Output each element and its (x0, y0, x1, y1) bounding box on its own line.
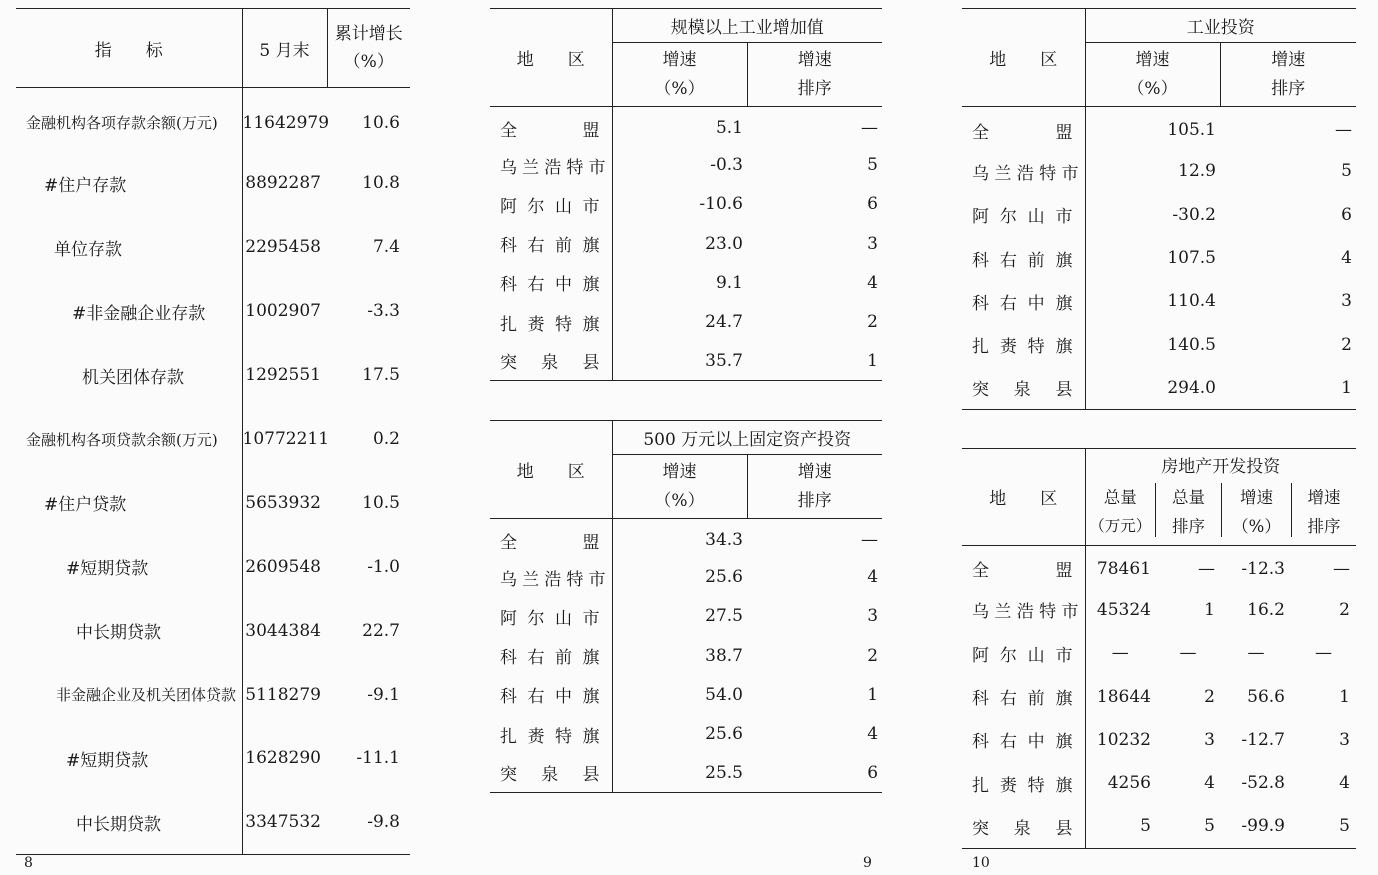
growth-value: -9.8 (367, 812, 400, 833)
growth-value: 107.5 (1085, 236, 1220, 279)
may-end-value: 2295458 (242, 215, 327, 279)
region-name: 乌兰浩特市 (972, 602, 1079, 623)
total-value: 18644 (1085, 675, 1155, 718)
growth-rank-value: 2 (1339, 599, 1350, 620)
rank-value: 6 (1341, 204, 1352, 225)
growth-value: -0.3 (612, 146, 747, 185)
header-may-end: 5 月末 (242, 9, 327, 88)
header-inner (1155, 483, 1221, 537)
growth-value: 12.9 (1085, 150, 1220, 193)
table-row (16, 663, 410, 727)
table-row (490, 519, 882, 558)
total-rank-value: 3 (1204, 729, 1215, 750)
region-name: 全盟 (500, 120, 600, 141)
total-rank-value: — (1179, 643, 1197, 664)
header-line1: 总量 (1103, 487, 1137, 507)
growth-value: 25.5 (612, 754, 747, 793)
page-8 (0, 0, 430, 875)
table-row (962, 632, 1356, 675)
growth-value: 5.1 (612, 107, 747, 146)
growth-value: 7.4 (372, 237, 400, 258)
may-end-value: 1292551 (242, 343, 327, 407)
region-name: 突泉县 (972, 380, 1073, 401)
financial-deposits-loans-table (16, 8, 410, 855)
header-rank-line1: 增速 (797, 461, 832, 482)
header-line2: （%） (1232, 516, 1281, 536)
region-name: 扎赉特旗 (972, 775, 1073, 796)
fixed-asset-investment-table (490, 420, 882, 793)
total-value: 5 (1085, 805, 1155, 848)
may-end-value: 2609548 (242, 535, 327, 599)
region-name: 乌兰浩特市 (500, 569, 606, 590)
total-value: 10232 (1085, 718, 1155, 761)
header-group: 规模以上工业增加值 (612, 9, 882, 43)
may-end-value: 8892287 (242, 152, 327, 216)
region-name: 扎赉特旗 (500, 314, 600, 335)
total-rank-value: 2 (1204, 686, 1215, 707)
header-col-3 (1291, 481, 1356, 546)
header-col-2 (1221, 481, 1291, 546)
header-col-1 (1155, 481, 1221, 546)
indicator-name: #住户贷款 (44, 495, 127, 516)
growth-value: -30.2 (1085, 193, 1220, 236)
region-name: 科右前旗 (500, 648, 600, 669)
region-name: 科右中旗 (972, 732, 1073, 753)
header-line1: 增速 (1240, 487, 1273, 507)
table-row (962, 761, 1356, 804)
table-row (490, 675, 882, 714)
rank-value: 5 (867, 155, 878, 176)
may-end-value: 3044384 (242, 599, 327, 663)
header-inner (1291, 483, 1356, 537)
growth-value: 23.0 (612, 224, 747, 263)
table-row (490, 754, 882, 793)
rank-value: 1 (1341, 377, 1352, 398)
table-row (16, 727, 410, 791)
growth-rank-value: 4 (1339, 773, 1350, 794)
page-10 (940, 0, 1378, 875)
growth-value: 34.3 (612, 519, 747, 558)
header-growth-line1: 增速 (662, 49, 697, 70)
may-end-value: 10772211 (242, 407, 327, 471)
rank-value: — (861, 530, 879, 551)
may-end-value: 3347532 (242, 790, 327, 854)
table-row (490, 185, 882, 224)
header-rank (1220, 43, 1356, 107)
total-value: — (1085, 632, 1155, 675)
header-group: 房地产开发投资 (1085, 449, 1356, 481)
total-rank-value: 5 (1204, 816, 1215, 837)
growth-value: 27.5 (612, 597, 747, 636)
table-row (962, 718, 1356, 761)
region-name: 全盟 (500, 532, 600, 553)
header-line2: 排序 (1307, 516, 1341, 536)
table-row (490, 636, 882, 675)
indicator-name: #短期贷款 (66, 750, 149, 771)
region-name: 阿尔山市 (972, 645, 1073, 666)
growth-value: 10.6 (362, 112, 400, 133)
growth-value: 54.0 (612, 675, 747, 714)
rank-value: 1 (867, 684, 879, 705)
header-line1: 总量 (1172, 487, 1205, 507)
growth-value: 35.7 (612, 342, 747, 381)
growth-rank-value: 5 (1339, 816, 1350, 837)
rank-value: 4 (867, 272, 878, 293)
growth-value: -3.3 (367, 301, 400, 322)
growth-value: -9.1 (367, 684, 400, 705)
table-row (490, 224, 882, 263)
growth-value: -1.0 (367, 556, 400, 577)
rank-value: — (1335, 120, 1352, 141)
rank-value: 3 (1341, 291, 1352, 312)
table-row (490, 597, 882, 636)
table-row (962, 588, 1356, 631)
growth-value: 110.4 (1085, 280, 1220, 323)
indicator-name: #非金融企业存款 (72, 303, 206, 324)
header-group: 工业投资 (1085, 9, 1356, 43)
table-row (16, 599, 410, 663)
region-name: 乌兰浩特市 (972, 163, 1079, 184)
header-region: 地 区 (490, 421, 612, 519)
indicator-name: 金融机构各项贷款余额(万元) (26, 430, 218, 449)
header-line2: （万元） (1089, 516, 1152, 535)
indicator-name: #短期贷款 (66, 559, 149, 580)
region-name: 科右前旗 (972, 689, 1073, 710)
region-name: 科右前旗 (972, 250, 1073, 271)
header-rank-line1: 增速 (797, 49, 832, 70)
rank-value: — (861, 118, 878, 139)
indicator-name: #住户存款 (44, 175, 127, 196)
may-end-value: 5653932 (242, 471, 327, 535)
growth-value: 17.5 (362, 365, 400, 386)
region-name: 科右中旗 (972, 293, 1073, 314)
growth-value: 56.6 (1247, 686, 1285, 707)
total-rank-value: 4 (1204, 773, 1215, 794)
growth-value: -12.7 (1241, 729, 1285, 750)
rank-value: 3 (867, 606, 879, 627)
rank-value: 4 (867, 567, 879, 588)
real-estate-investment-table (962, 448, 1356, 849)
table-row (962, 545, 1356, 588)
total-value: 45324 (1085, 588, 1155, 631)
table-row (962, 805, 1356, 848)
header-cumulative-growth (327, 9, 410, 88)
growth-value: -99.9 (1241, 816, 1285, 837)
total-rank-value: — (1198, 558, 1215, 579)
growth-value: -12.3 (1241, 558, 1285, 579)
region-name: 突泉县 (500, 353, 600, 374)
growth-rank-value: 1 (1339, 686, 1350, 707)
growth-value: 140.5 (1085, 323, 1220, 366)
rank-value: 2 (867, 312, 878, 333)
table-row (16, 279, 410, 343)
indicator-name: 金融机构各项存款余额(万元) (26, 114, 218, 133)
header-group: 500 万元以上固定资产投资 (612, 421, 882, 455)
header-region: 地 区 (962, 9, 1085, 107)
may-end-value: 5118279 (242, 663, 327, 727)
region-name: 扎赉特旗 (972, 337, 1073, 358)
region-name: 全盟 (972, 561, 1073, 582)
header-growth-line2: （%） (1127, 78, 1178, 99)
table-row (490, 302, 882, 341)
rank-value: 2 (1341, 334, 1352, 355)
table-row (962, 366, 1356, 409)
header-growth (1085, 43, 1220, 107)
header-growth-line1: 增速 (1135, 49, 1170, 70)
region-name: 乌兰浩特市 (500, 157, 606, 178)
table-row (490, 714, 882, 753)
header-rank-line2: 排序 (797, 78, 832, 99)
page-number: 9 (863, 855, 872, 871)
growth-value: -11.1 (356, 748, 400, 769)
header-growth (612, 43, 747, 107)
header-growth-line2: （%） (654, 78, 705, 99)
indicator-name: 单位存款 (54, 239, 122, 260)
table-row (962, 236, 1356, 279)
region-name: 突泉县 (500, 765, 600, 786)
growth-rank-value: 3 (1339, 729, 1350, 750)
growth-value: 24.7 (612, 302, 747, 341)
growth-value: 10.8 (362, 173, 400, 194)
table-row (16, 471, 410, 535)
indicator-name: 机关团体存款 (82, 367, 184, 388)
may-end-value: 11642979 (242, 88, 327, 152)
indicator-name: 中长期贷款 (76, 814, 161, 835)
header-growth-line1: 增速 (662, 461, 697, 482)
table-row (16, 790, 410, 854)
table-row (490, 558, 882, 597)
rank-value: 6 (867, 194, 878, 215)
header-indicator: 指 标 (16, 9, 242, 88)
region-name: 科右中旗 (500, 687, 600, 708)
region-name: 阿尔山市 (500, 196, 600, 217)
table-row (962, 193, 1356, 236)
growth-value: 16.2 (1247, 599, 1285, 620)
region-name: 阿尔山市 (972, 207, 1073, 228)
industrial-investment-table (962, 8, 1356, 410)
growth-rank-value: — (1315, 643, 1332, 664)
rank-value: 3 (867, 233, 878, 254)
total-value: 78461 (1085, 545, 1155, 588)
header-inner (1221, 483, 1291, 537)
region-name: 阿尔山市 (500, 608, 600, 629)
header-growth-line1: 累计增长 (334, 24, 403, 44)
header-growth-line2: （%） (654, 490, 705, 511)
header-rank (747, 43, 882, 107)
table-row (490, 263, 882, 302)
header-rank-line2: 排序 (797, 490, 832, 511)
table-row (16, 407, 410, 471)
header-line1: 增速 (1307, 487, 1341, 507)
growth-rank-value: — (1333, 558, 1350, 579)
table-row (490, 146, 882, 185)
header-region: 地 区 (490, 9, 612, 107)
header-inner (1086, 483, 1156, 537)
rank-value: 5 (1341, 161, 1352, 182)
header-rank-line2: 排序 (1271, 78, 1306, 99)
industrial-added-value-table (490, 8, 882, 381)
total-rank-value: 1 (1204, 599, 1215, 620)
rank-value: 2 (867, 645, 879, 666)
growth-value: -10.6 (612, 185, 747, 224)
table-row (962, 323, 1356, 366)
region-name: 科右中旗 (500, 275, 600, 296)
header-growth-line2: （%） (343, 52, 394, 72)
growth-value: 25.6 (612, 714, 747, 753)
region-name: 扎赉特旗 (500, 726, 600, 747)
table-row (962, 675, 1356, 718)
table-row (490, 342, 882, 381)
total-value: 4256 (1085, 761, 1155, 804)
table-row (16, 535, 410, 599)
rank-value: 4 (867, 724, 879, 745)
region-name: 科右前旗 (500, 236, 600, 257)
table-row (16, 152, 410, 216)
header-growth (612, 455, 747, 519)
table-row (16, 215, 410, 279)
page-number: 10 (972, 855, 990, 871)
header-rank-line1: 增速 (1271, 49, 1306, 70)
growth-value: 105.1 (1085, 107, 1220, 150)
table-row (16, 343, 410, 407)
page-number: 8 (24, 855, 33, 871)
page-9 (460, 0, 900, 875)
header-rank (747, 455, 882, 519)
region-name: 全盟 (972, 122, 1073, 143)
growth-value: -52.8 (1241, 773, 1285, 794)
header-region: 地 区 (962, 449, 1085, 546)
rank-value: 1 (867, 350, 878, 371)
may-end-value: 1002907 (242, 279, 327, 343)
growth-value: 25.6 (612, 558, 747, 597)
table-row (962, 107, 1356, 150)
table-row (962, 280, 1356, 323)
growth-value: 0.2 (372, 429, 400, 449)
indicator-name: 中长期贷款 (76, 623, 161, 644)
table-row (16, 88, 410, 152)
growth-value: 294.0 (1085, 366, 1220, 409)
growth-value: 9.1 (612, 263, 747, 302)
may-end-value: 1628290 (242, 727, 327, 791)
growth-value: — (1247, 643, 1265, 664)
growth-value: 22.7 (362, 620, 400, 641)
header-col-0 (1085, 481, 1155, 546)
growth-value: 38.7 (612, 636, 747, 675)
growth-value: 10.5 (362, 492, 400, 513)
rank-value: 6 (867, 762, 879, 783)
rank-value: 4 (1341, 248, 1352, 269)
region-name: 突泉县 (972, 818, 1073, 839)
header-line2: 排序 (1172, 516, 1205, 536)
table-row (962, 150, 1356, 193)
indicator-name: 非金融企业及机关团体贷款 (56, 686, 237, 705)
table-row (490, 107, 882, 146)
